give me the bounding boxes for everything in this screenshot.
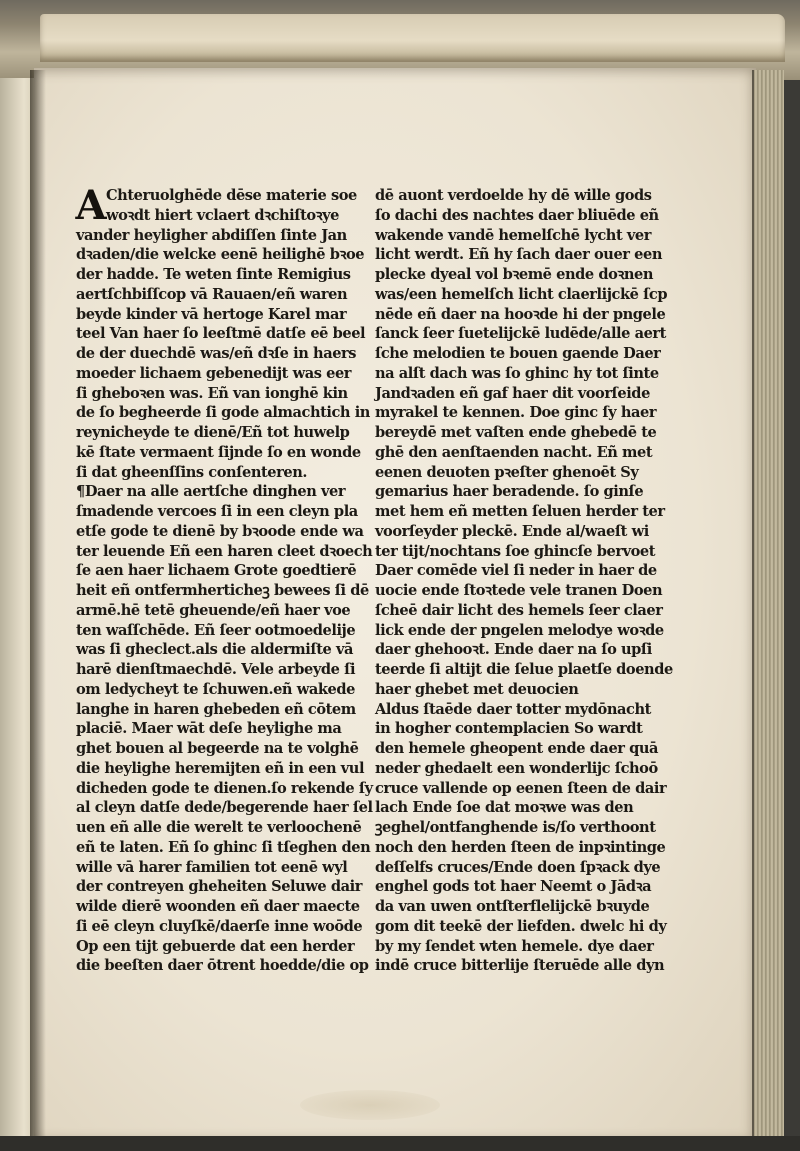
decorated-initial: A xyxy=(75,182,107,229)
text-line: wilde dierē woonden eñ daer maecte xyxy=(76,898,360,915)
text-line: de der duechdē was/eñ dꝛſe in haers xyxy=(76,345,357,362)
text-line: by my ſendet wten hemele. dye daer xyxy=(375,937,654,955)
text-line: plecke dyeal vol bꝛemē ende doꝛnen xyxy=(375,266,654,283)
text-line: ſanck ſeer ſuetelijckē ludēde/alle aert xyxy=(375,325,666,343)
text-line: neder ghedaelt een wonderlijc ſchoō xyxy=(375,759,658,777)
text-line: vander heyligher abdiſſen ſinte Jan xyxy=(76,226,347,244)
text-line: ſi eē cleyn cluyſkē/daerſe inne woōde xyxy=(76,917,363,935)
text-line: noch den herden ſteen de inpꝛintinge xyxy=(375,838,666,856)
text-line: Jandꝛaden eñ gaf haer dit voorſeide xyxy=(375,384,650,402)
text-line: in hogher contemplacien So wardt xyxy=(375,720,643,738)
text-line: licht werdt. Eñ hy ſach daer ouer een xyxy=(375,246,662,264)
text-line: was/een hemelſch licht claerlijckē ſcp xyxy=(375,285,668,303)
text-line: beyde kinder vā hertoge Karel mar xyxy=(76,305,347,323)
text-line: ſi dat gheenſſins conſenteren. xyxy=(76,463,307,481)
text-line: da van uwen ontſterflelijckē bꝛuyde xyxy=(375,898,650,915)
text-line: Chteruolghēde dēse materie soe xyxy=(106,187,357,204)
text-line: ſo dachi des nachtes daer bliuēde eñ xyxy=(375,206,659,224)
text-line: ſe aen haer lichaem Grote goedtierē xyxy=(76,562,357,580)
background-bottom xyxy=(0,1136,800,1151)
text-line: teerde ſi altijt die ſelue plaetſe doende xyxy=(375,661,673,678)
text-line: wille vā harer familien tot eenē wyl xyxy=(76,858,348,876)
text-line: de ſo begheerde ſi gode almachtich in xyxy=(76,404,370,422)
text-line: daer ghehooꝛt. Ende daer na ſo upſi xyxy=(375,641,652,659)
text-line: Daer comēde viel ſi neder in haer de xyxy=(375,562,657,580)
text-line: deſſelfs cruces/Ende doen ſpꝛack dye xyxy=(375,858,661,876)
paper-stain xyxy=(300,1090,440,1120)
text-line: die heylighe heremijten eñ in een vul xyxy=(76,759,365,777)
text-line: wakende vandē hemelſchē lycht ver xyxy=(375,226,651,244)
text-line: om ledycheyt te ſchuwen.eñ wakede xyxy=(76,680,355,698)
text-line: indē cruce bitterlije ſteruēde alle dyn xyxy=(375,957,665,975)
text-line: dē auont verdoelde hy dē wille gods xyxy=(375,187,652,204)
text-line: der hadde. Te weten ſinte Remigius xyxy=(76,266,351,283)
text-line: armē.hē tetē gheuende/eñ haer voe xyxy=(76,601,351,619)
text-line: ſmadende vercoes ſi in een cleyn pla xyxy=(76,503,358,520)
text-line: die beeſten daer ōtrent hoedde/die op xyxy=(76,957,369,975)
text-line: ghet bouen al begeerde na te volghē xyxy=(76,740,359,757)
text-line: woꝛdt hiert vclaert dꝛchiſtoꝛye xyxy=(106,206,339,224)
text-line: ſcheē dair licht des hemels ſeer claer xyxy=(375,601,663,619)
text-line: bereydē met vaſten ende ghebedē te xyxy=(375,424,657,441)
text-line: enghel gods tot haer Neemt o Jādꝛa xyxy=(375,878,652,896)
book-cover-top xyxy=(40,14,785,62)
text-line: lick ende der pngelen melodye woꝛde xyxy=(375,621,664,639)
text-line: langhe in haren ghebeden eñ cōtem xyxy=(76,700,356,718)
text-line: eenen deuoten pꝛeſter ghenoēt Sy xyxy=(375,463,639,481)
right-text-column xyxy=(375,186,673,976)
text-line: uocie ende ſtoꝛtede vele tranen Doen xyxy=(375,582,663,599)
text-line: gom dit teekē der liefden. dwelc hi dy xyxy=(375,917,667,935)
text-line: kē ſtate vermaent ſijnde ſo en wonde xyxy=(76,443,361,461)
text-line: ter tijt/nochtans ſoe ghincſe bervoet xyxy=(375,542,656,560)
text-line: placiē. Maer wāt deſe heylighe ma xyxy=(76,720,342,738)
left-text-column xyxy=(76,186,373,976)
text-line: haer ghebet met deuocien xyxy=(375,680,579,698)
text-line: ten waſſchēde. Eñ ſeer ootmoedelije xyxy=(76,621,356,639)
text-line: was ſi gheclect.als die aldermiſte vā xyxy=(76,641,353,659)
text-line: nēde eñ daer na hooꝛde hi der pngele xyxy=(375,305,666,323)
text-line: lach Ende ſoe dat moꝛwe was den xyxy=(375,799,634,817)
text-line: dꝛaden/die welcke eenē heilighē bꝛoe xyxy=(76,246,365,264)
text-line: na alſt dach was ſo ghinc hy tot ſinte xyxy=(375,364,659,382)
text-line: moeder lichaem gebenedijt was eer xyxy=(76,364,352,382)
text-line: myrakel te kennen. Doe ginc ſy haer xyxy=(375,404,657,422)
text-line: ghē den aenſtaenden nacht. Eñ met xyxy=(375,443,653,461)
text-line: cruce vallende op eenen ſteen de dair xyxy=(375,779,667,797)
text-line: ꝫeghel/ontfanghende is/ſo verthoont xyxy=(375,819,656,836)
text-line: reynicheyde te dienē/Eñ tot huwelp xyxy=(76,424,350,441)
text-line: heit eñ ontfermherticheꝫ bewees ſi dē xyxy=(76,582,369,599)
text-line: harē dienſtmaechdē. Vele arbeyde ſi xyxy=(76,661,356,678)
text-line: ¶Daer na alle aertſche dinghen ver xyxy=(76,483,346,501)
text-line: ter leuende Eñ een haren cleet dꝛoech xyxy=(76,542,373,560)
text-line: teel Van haer ſo leeſtmē datſe eē beel xyxy=(76,325,366,343)
text-line: aertſchbiſſcop vā Rauaen/eñ waren xyxy=(76,285,348,303)
text-line: den hemele gheopent ende daer quā xyxy=(375,740,659,757)
text-line: gemarius haer beradende. ſo ginſe xyxy=(375,483,644,501)
text-line: Op een tijt gebuerde dat een herder xyxy=(76,937,355,955)
text-line: ſi gheboꝛen was. Eñ van ionghē kin xyxy=(76,384,348,402)
text-line: dicheden gode te dienen.ſo rekende ſy xyxy=(76,779,373,797)
text-line: voorſeyder pleckē. Ende al/waeſt wi xyxy=(375,522,649,540)
text-line: der contreyen gheheiten Seluwe dair xyxy=(76,878,362,896)
text-line: eñ te laten. Eñ ſo ghinc ſi tſeghen den xyxy=(76,838,371,856)
text-line: uen eñ alle die werelt te verloochenē xyxy=(76,819,362,836)
gutter-shadow xyxy=(30,70,46,1140)
text-line: ſche melodien te bouen gaende Daer xyxy=(375,345,661,362)
text-line: etſe gode te dienē by bꝛoode ende wa xyxy=(76,522,364,540)
page-block-edges xyxy=(752,70,784,1138)
text-line: al cleyn datſe dede/begerende haer ſel xyxy=(76,799,373,817)
text-line: met hem eñ metten ſeluen herder ter xyxy=(375,503,665,520)
text-line: Aldus ſtaēde daer totter mydōnacht xyxy=(375,700,651,718)
